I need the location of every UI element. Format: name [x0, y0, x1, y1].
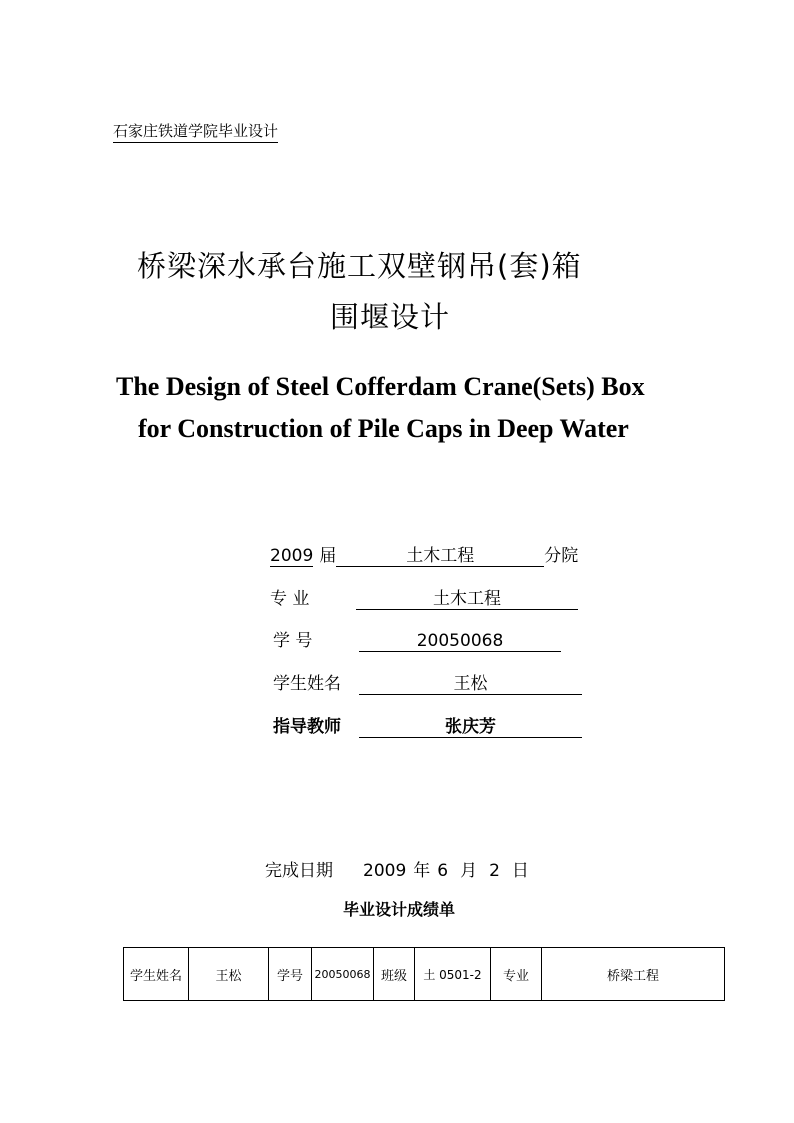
student-name-label: 学生姓名	[273, 674, 341, 694]
department-value: 土木工程	[336, 541, 544, 567]
student-name-value: 王松	[359, 669, 582, 695]
advisor-label: 指导教师	[273, 717, 341, 737]
table-cell: 专业	[491, 948, 542, 1001]
major-label: 专 业	[270, 589, 310, 609]
advisor-value: 张庆芳	[359, 712, 582, 738]
class-year-row	[270, 541, 578, 567]
table-cell: 桥梁工程	[542, 948, 725, 1001]
table-cell: 班级	[374, 948, 415, 1001]
class-year-suffix: 届	[319, 546, 337, 566]
table-cell: 学生姓名	[124, 948, 189, 1001]
major-row	[270, 584, 578, 610]
student-id-label: 学 号	[273, 631, 313, 651]
completion-month: 6	[437, 861, 449, 881]
title-chinese-line-2: 围堰设计	[330, 300, 451, 334]
completion-date	[265, 856, 529, 881]
department-suffix: 分院	[544, 546, 579, 566]
grade-sheet-title: 毕业设计成绩单	[343, 900, 456, 919]
title-english-line-1: The Design of Steel Cofferdam Crane(Sets) Box	[116, 372, 645, 401]
table-cell: 王松	[189, 948, 269, 1001]
completion-day-unit: 日	[511, 861, 529, 881]
completion-year: 2009	[363, 861, 407, 881]
table-cell: 学号	[269, 948, 312, 1001]
title-chinese-line-1: 桥梁深水承台施工双壁钢吊(套)箱	[137, 249, 582, 283]
completion-month-unit: 月	[460, 861, 478, 881]
advisor-row	[273, 712, 582, 738]
class-year: 2009	[270, 546, 314, 566]
student-name-row	[273, 669, 582, 695]
student-id-value: 20050068	[359, 631, 561, 652]
completion-label: 完成日期	[265, 861, 333, 881]
title-english-line-2: for Construction of Pile Caps in Deep Water	[138, 414, 629, 443]
table-cell: 20050068	[312, 948, 374, 1001]
student-id-row	[273, 626, 561, 652]
school-header: 石家庄铁道学院毕业设计	[113, 120, 278, 143]
major-value: 土木工程	[356, 584, 578, 610]
completion-year-unit: 年	[413, 861, 431, 881]
completion-day: 2	[489, 861, 500, 881]
table-row	[124, 948, 725, 1001]
grade-sheet-table	[123, 947, 725, 1001]
table-cell: 土 0501-2	[415, 948, 491, 1001]
